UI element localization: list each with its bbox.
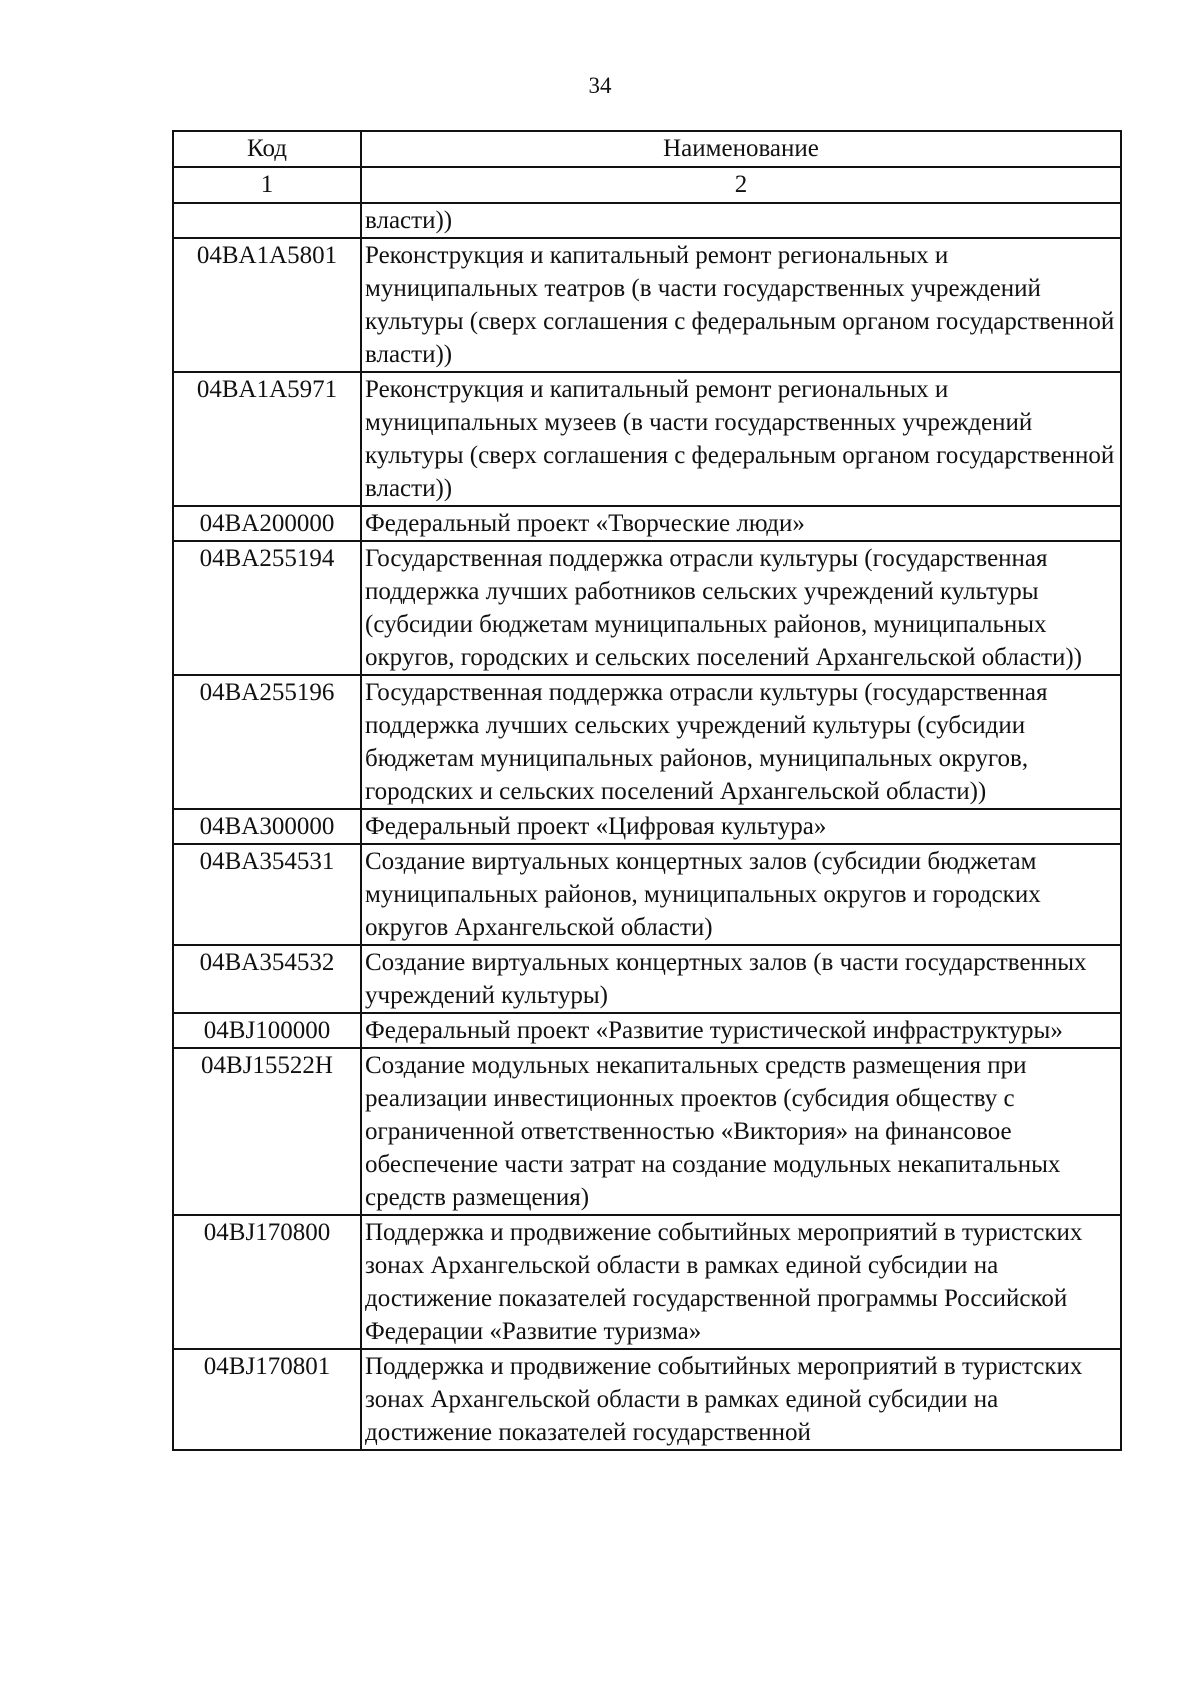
row-name: Федеральный проект «Развитие туристической инфраструктуры»	[361, 1013, 1121, 1048]
table-row	[173, 541, 1121, 675]
table-row	[173, 809, 1121, 844]
row-name: Поддержка и продвижение событийных мероприятий в туристских зонах Архангельской области в рамках единой субсидии на достижение показателей государственной	[361, 1349, 1121, 1450]
row-code: 04BA1A5971	[173, 372, 361, 506]
row-code	[173, 203, 361, 238]
row-name: Федеральный проект «Творческие люди»	[361, 506, 1121, 541]
table-row	[173, 1048, 1121, 1215]
row-name: Государственная поддержка отрасли культуры (государственная поддержка лучших работников сельских учреждений культуры (субсидии бюджетам муниципальных районов, муниципальных округов, городских и сельских поселений Архангельской области))	[361, 541, 1121, 675]
table-row	[173, 238, 1121, 372]
row-code: 04BA255196	[173, 675, 361, 809]
table-row	[173, 372, 1121, 506]
row-name: Поддержка и продвижение событийных мероприятий в туристских зонах Архангельской области в рамках единой субсидии на достижение показателей государственной программы Российской Федерации «Развитие туризма»	[361, 1215, 1121, 1349]
row-name: Создание модульных некапитальных средств размещения при реализации инвестиционных проектов (субсидия обществу с ограниченной ответственностью «Виктория» на финансовое обеспечение части затрат на создание модульных некапитальных средств размещения)	[361, 1048, 1121, 1215]
row-code: 04BJ170801	[173, 1349, 361, 1450]
column-number-name: 2	[361, 167, 1121, 203]
table-row	[173, 945, 1121, 1013]
row-code: 04BJ15522H	[173, 1048, 361, 1215]
table-row	[173, 506, 1121, 541]
row-name: Создание виртуальных концертных залов (субсидии бюджетам муниципальных районов, муниципальных округов и городских округов Архангельской области)	[361, 844, 1121, 945]
row-code: 04BJ170800	[173, 1215, 361, 1349]
table-row	[173, 844, 1121, 945]
row-name: Реконструкция и капитальный ремонт региональных и муниципальных музеев (в части государственных учреждений культуры (сверх соглашения с федеральным органом государственной власти))	[361, 372, 1121, 506]
row-code: 04BA354531	[173, 844, 361, 945]
table-row	[173, 675, 1121, 809]
code-table	[172, 130, 1122, 1451]
table-row	[173, 1349, 1121, 1450]
table-body	[173, 203, 1121, 1450]
row-name: Реконструкция и капитальный ремонт региональных и муниципальных театров (в части государственных учреждений культуры (сверх соглашения с федеральным органом государственной власти))	[361, 238, 1121, 372]
row-name: Государственная поддержка отрасли культуры (государственная поддержка лучших сельских учреждений культуры (субсидии бюджетам муниципальных районов, муниципальных округов, городских и сельских поселений Архангельской области))	[361, 675, 1121, 809]
column-number-row	[173, 167, 1121, 203]
column-number-code: 1	[173, 167, 361, 203]
row-name: Создание виртуальных концертных залов (в части государственных учреждений культуры)	[361, 945, 1121, 1013]
row-code: 04BA255194	[173, 541, 361, 675]
row-code: 04BA354532	[173, 945, 361, 1013]
table-row	[173, 1013, 1121, 1048]
header-code: Код	[173, 131, 361, 167]
page-number: 34	[588, 73, 612, 98]
table-row	[173, 203, 1121, 238]
row-name: Федеральный проект «Цифровая культура»	[361, 809, 1121, 844]
table-row	[173, 1215, 1121, 1349]
row-code: 04BA300000	[173, 809, 361, 844]
row-code: 04BA200000	[173, 506, 361, 541]
table-header-row	[173, 131, 1121, 167]
row-code: 04BA1A5801	[173, 238, 361, 372]
row-code: 04BJ100000	[173, 1013, 361, 1048]
header-name: Наименование	[361, 131, 1121, 167]
row-name: власти))	[361, 203, 1121, 238]
